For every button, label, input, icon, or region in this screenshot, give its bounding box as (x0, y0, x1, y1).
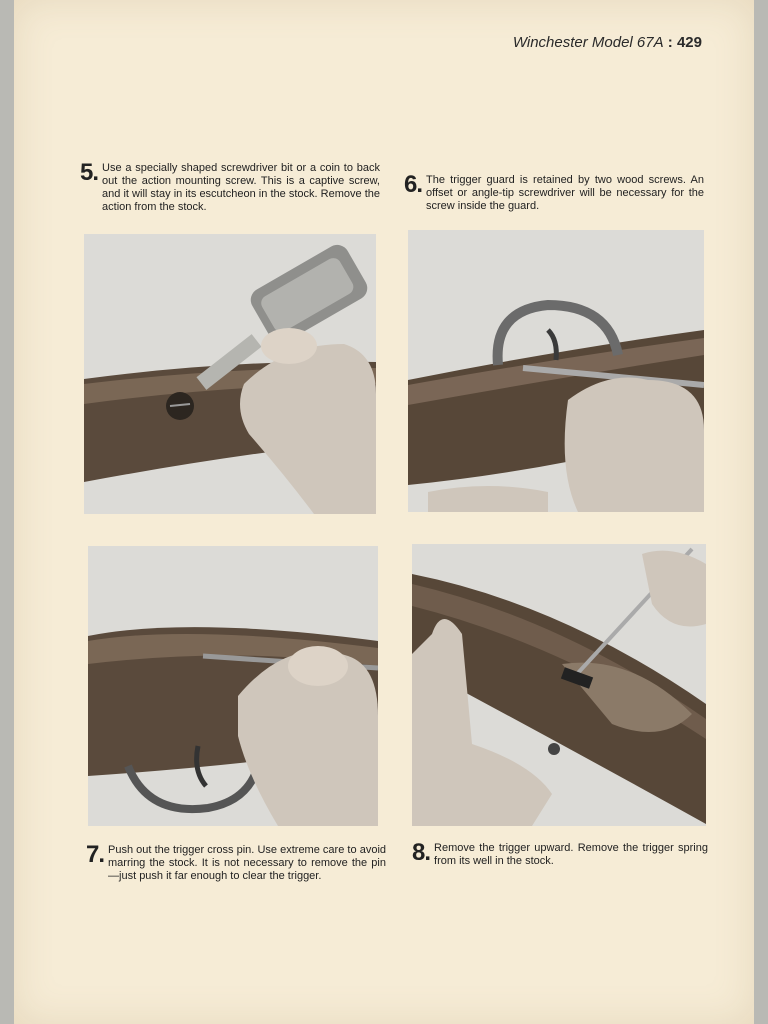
step-5-text: Use a specially shaped screwdriver bit or a coin to back out the action mounting screw. This is a captive screw, and it will stay in its escutcheon in the stock. Remove the action from the stock. (102, 162, 380, 213)
step-5-caption (80, 159, 380, 214)
step-6-number: 6. (404, 171, 423, 198)
header-separator: : (667, 34, 673, 51)
photo-trigger-cross-pin (88, 546, 378, 826)
step-6-caption (404, 171, 704, 213)
photo-trigger-guard-screws (408, 230, 704, 512)
photo-remove-trigger (412, 544, 706, 826)
photo-screwdriver-action-screw (84, 234, 376, 514)
running-header (513, 34, 702, 51)
step-6-text: The trigger guard is retained by two wood screws. An offset or angle-tip screwdriver will be necessary for the screw inside the guard. (426, 174, 704, 212)
book-page (14, 0, 754, 1024)
step-7-text: Push out the trigger cross pin. Use extreme care to avoid marring the stock. It is not necessary to remove the pin—just push it far enough to clear the trigger. (108, 844, 386, 882)
step-8-text: Remove the trigger upward. Remove the trigger spring from its well in the stock. (434, 842, 708, 867)
step-5-number: 5. (80, 159, 99, 186)
header-title: Winchester Model 67A (512, 34, 664, 51)
page-number: 429 (676, 34, 702, 51)
step-7-number: 7. (86, 841, 105, 868)
step-8-number: 8. (412, 839, 431, 866)
step-8-caption (412, 839, 708, 868)
step-7-caption (86, 841, 386, 883)
